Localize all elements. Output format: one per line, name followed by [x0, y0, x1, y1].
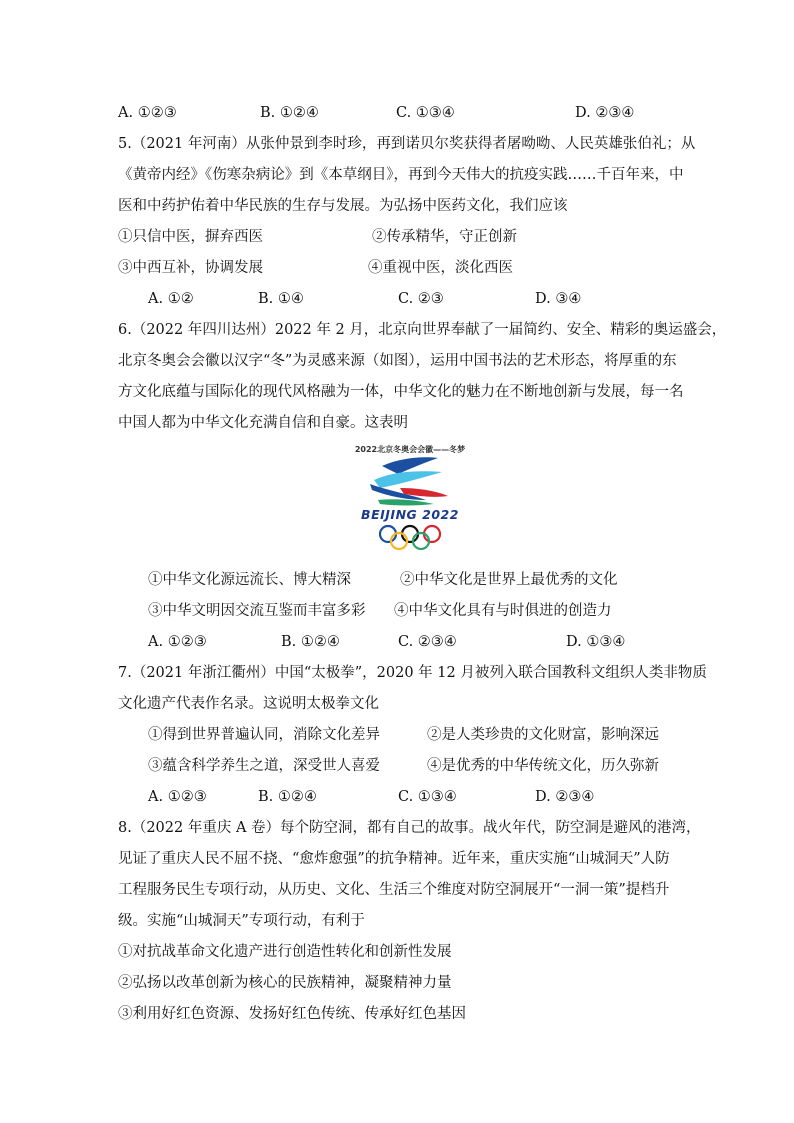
q5-item-1: ①只信中医，摒弃西医 [118, 229, 263, 245]
q6-stem-line-1: 6.（2022 年四川达州）2022 年 2 月，北京向世界奉献了一届简约、安全、精彩的奥运盛会， [118, 322, 727, 338]
q4-option-a: A. ①②③ [118, 105, 177, 121]
q7-item-3: ③蕴含科学养生之道，深受世人喜爱 [148, 758, 380, 774]
q8-item-2: ②弘扬以改革创新为核心的民族精神，凝聚精神力量 [118, 975, 452, 991]
q7-stem-line-1: 7.（2021 年浙江衢州）中国“太极拳”，2020 年 12 月被列入联合国教科文组织人类非物质 [118, 665, 707, 681]
q8-stem-line-4: 级。实施“山城洞天”专项行动，有利于 [118, 913, 365, 929]
q6-item-1: ①中华文化源远流长、博大精深 [148, 572, 351, 588]
q5-option-c: C. ②③ [398, 291, 444, 307]
q8-stem-line-3: 工程服务民生专项行动，从历史、文化、生活三个维度对防空洞展开“一洞一策”提档升 [118, 882, 670, 898]
q6-item-2: ②中华文化是世界上最优秀的文化 [400, 572, 618, 588]
q5-option-d: D. ③④ [535, 291, 582, 307]
q5-option-a: A. ①② [148, 291, 194, 307]
q7-option-b: B. ①②④ [258, 789, 317, 805]
q7-item-4: ④是优秀的中华传统文化，历久弥新 [427, 758, 659, 774]
q6-stem-line-2: 北京冬奥会会徽以汉字“冬”为灵感来源（如图），运用中国书法的艺术形态，将厚重的东 [118, 353, 677, 369]
q6-stem-line-4: 中国人都为中华文化充满自信和自豪。这表明 [118, 415, 408, 431]
q6-option-c: C. ②③④ [398, 634, 457, 650]
q4-option-b: B. ①②④ [260, 105, 319, 121]
q8-stem-line-1: 8.（2022 年重庆 A 卷）每个防空洞，都有自己的故事。战火年代，防空洞是避风的港湾， [118, 820, 701, 836]
q7-option-a: A. ①②③ [148, 789, 207, 805]
q8-item-3: ③利用好红色资源、发扬好红色传统、传承好红色基因 [118, 1006, 466, 1022]
q6-option-d: D. ①③④ [566, 634, 626, 650]
q6-item-3: ③中华文明因交流互鉴而丰富多彩 [148, 603, 366, 619]
q5-item-2: ②传承精华，守正创新 [372, 229, 517, 245]
q7-option-d: D. ②③④ [535, 789, 595, 805]
q6-item-4: ④中华文化具有与时俱进的创造力 [394, 603, 612, 619]
emblem-caption: 2022北京冬奥会会徽——冬梦 [354, 445, 466, 454]
q7-item-1: ①得到世界普遍认同，消除文化差异 [148, 727, 380, 743]
q6-option-a: A. ①②③ [148, 634, 207, 650]
q7-stem-line-2: 文化遗产代表作名录。这说明太极拳文化 [118, 696, 379, 712]
q7-item-2: ②是人类珍贵的文化财富，影响深远 [427, 727, 659, 743]
q8-stem-line-2: 见证了重庆人民不屈不挠、“愈炸愈强”的抗争精神。近年来，重庆实施“山城洞天”人防 [118, 851, 670, 867]
emblem-wordmark: BEIJING 2022 [361, 507, 459, 522]
q5-stem-line-2: 《黄帝内经》《伤寒杂病论》到《本草纲目》，再到今天伟大的抗疫实践……千百年来，中 [118, 167, 684, 183]
q5-stem-line-1: 5.（2021 年河南）从张仲景到李时珍，再到诺贝尔奖获得者屠呦呦、人民英雄张伯礼；从 [118, 136, 696, 152]
q6-stem-line-3: 方文化底蕴与国际化的现代风格融为一体，中华文化的魅力在不断地创新与发展，每一名 [118, 384, 684, 400]
q5-option-b: B. ①④ [258, 291, 304, 307]
beijing-2022-emblem [330, 444, 490, 550]
q5-stem-line-3: 医和中药护佑着中华民族的生存与发展。为弘扬中医药文化，我们应该 [118, 198, 568, 214]
q5-item-4: ④重视中医，淡化西医 [368, 260, 513, 276]
q8-item-1: ①对抗战革命文化遗产进行创造性转化和创新性发展 [118, 944, 452, 960]
q7-option-c: C. ①③④ [398, 789, 457, 805]
q5-item-3: ③中西互补，协调发展 [118, 260, 263, 276]
q4-option-c: C. ①③④ [396, 105, 455, 121]
winter-dreams-emblem-icon [330, 444, 490, 550]
q6-option-b: B. ①②④ [281, 634, 340, 650]
q4-option-d: D. ②③④ [575, 105, 635, 121]
